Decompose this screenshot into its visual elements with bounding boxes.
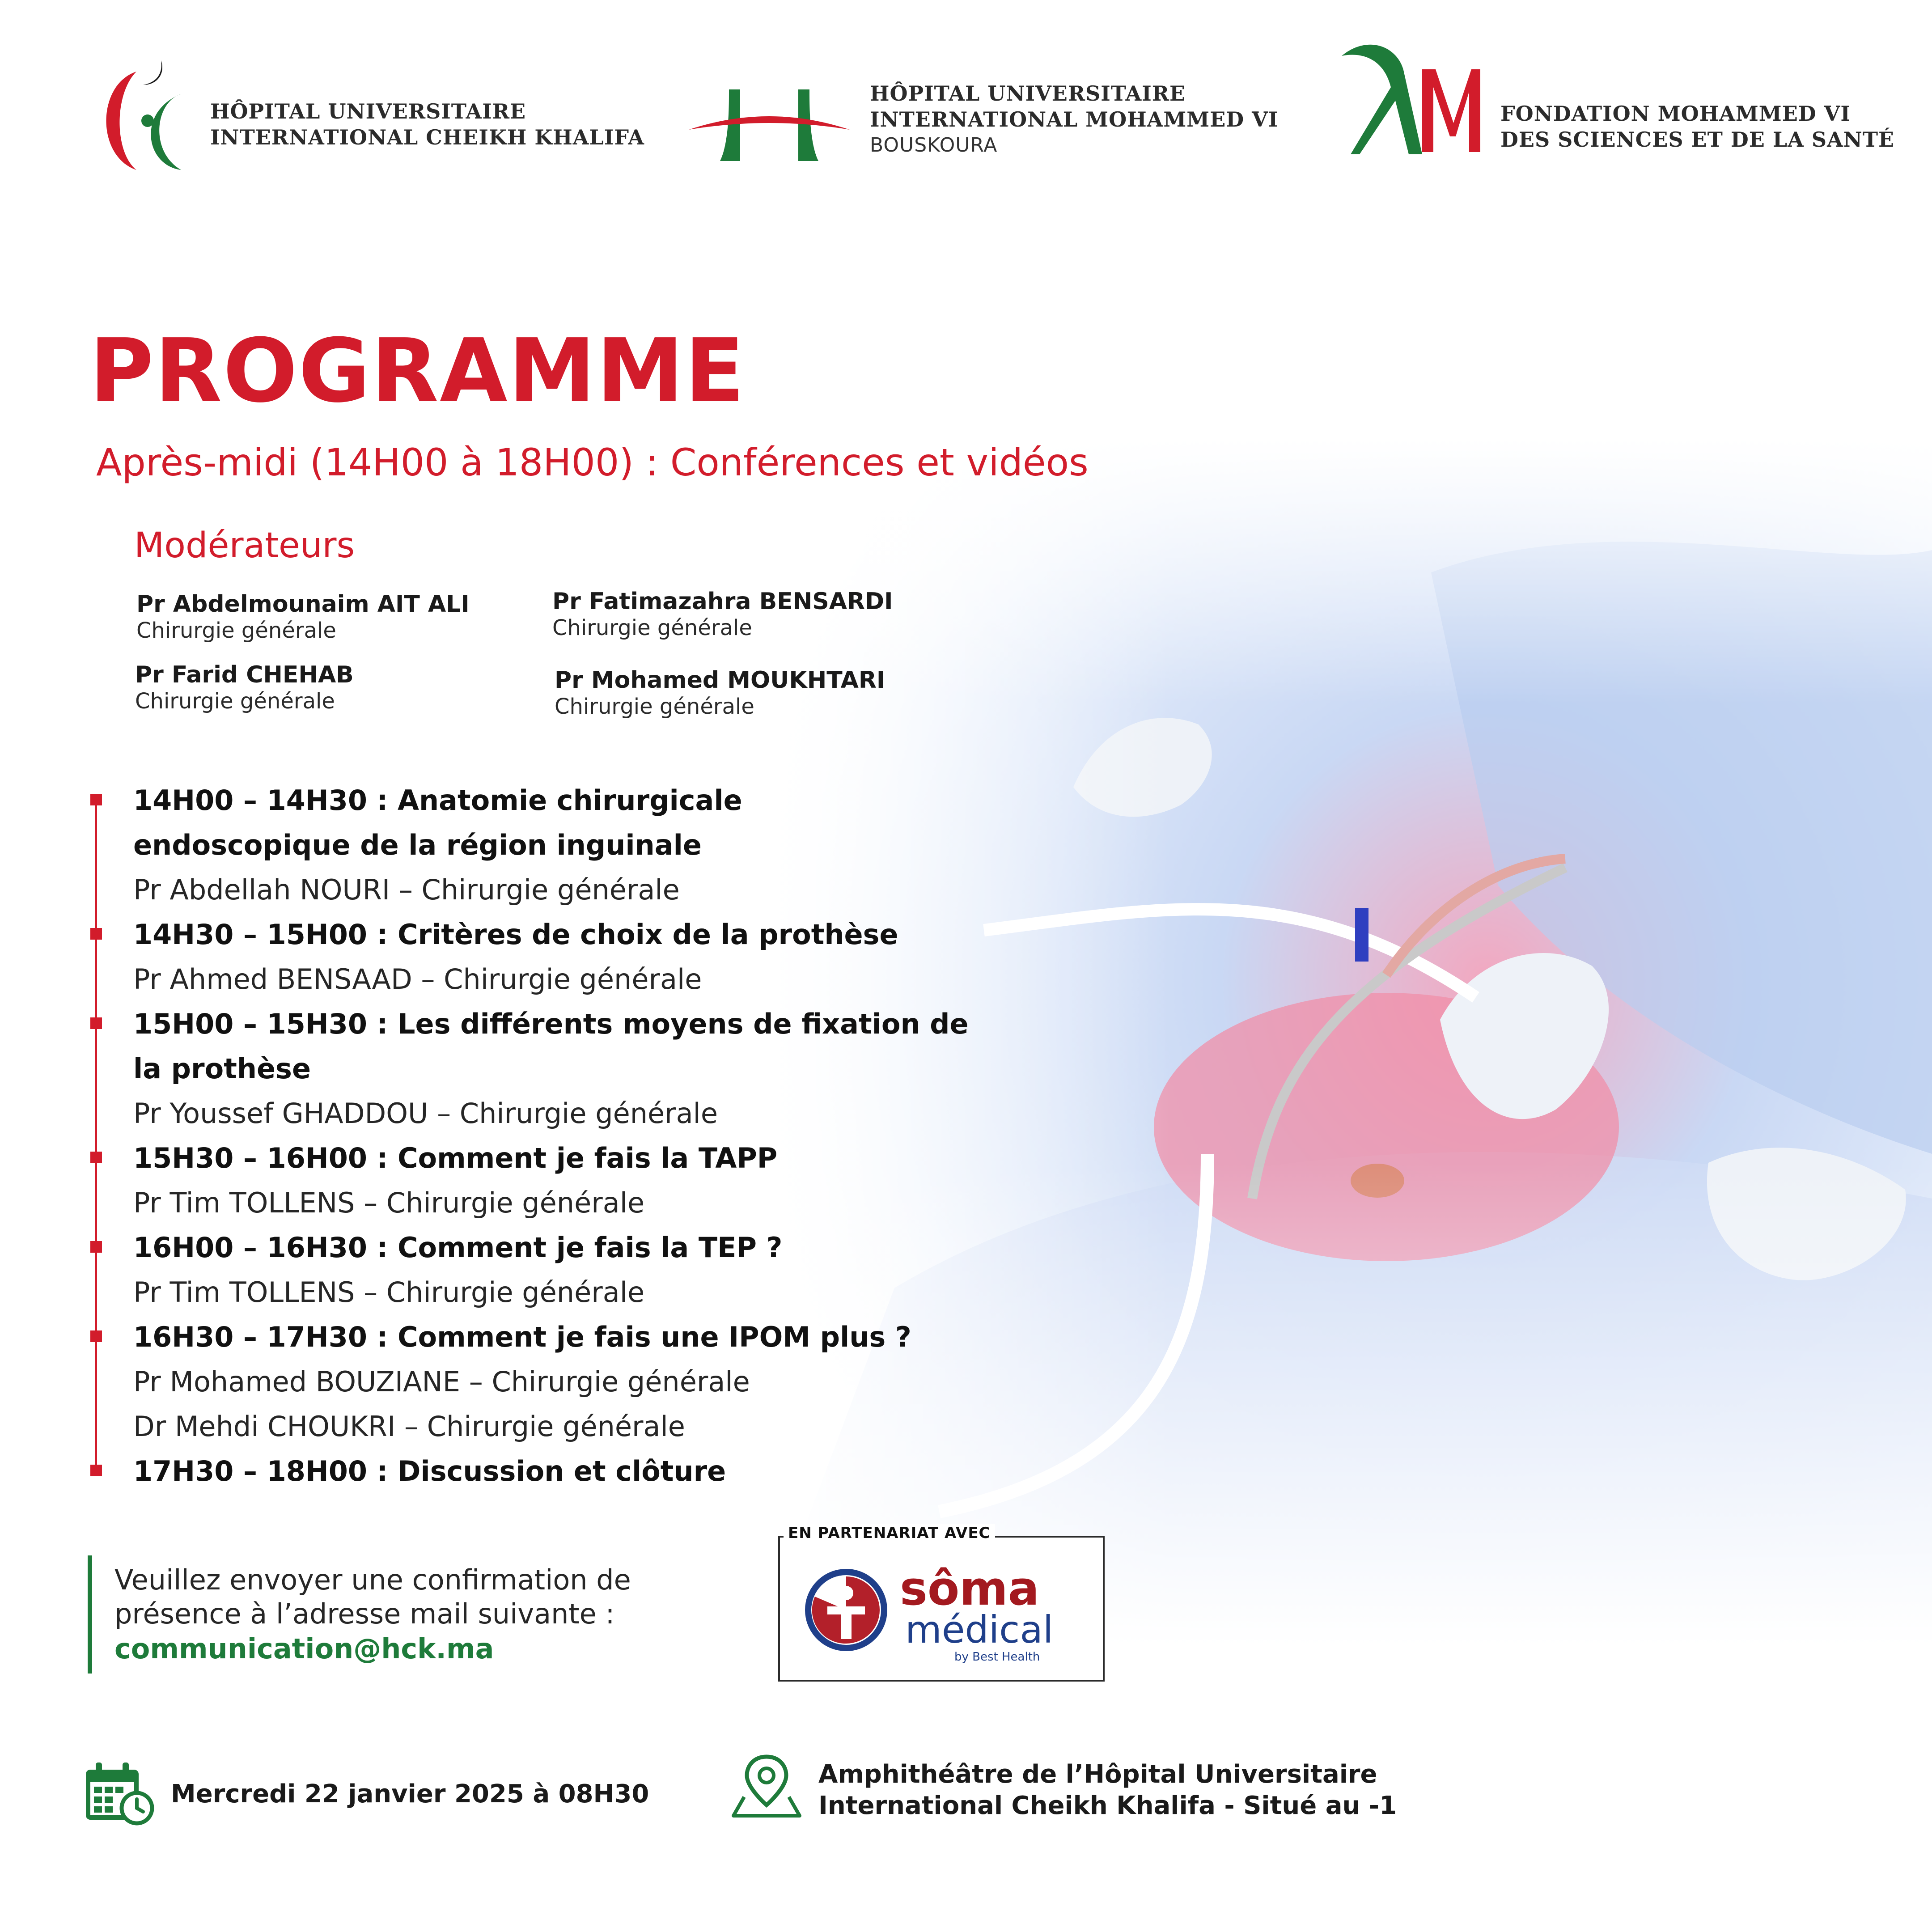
timeline-bullet (90, 1017, 102, 1029)
confirmation-email-link[interactable]: communication@hck.ma (114, 1632, 494, 1665)
logo-huim6-line1: HÔPITAL UNIVERSITAIRE (870, 81, 1186, 106)
moderator-name: Pr Mohamed MOUKHTARI (555, 667, 886, 694)
logo-hck-line1: HÔPITAL UNIVERSITAIRE (210, 99, 526, 123)
confirmation-line2: présence à l’adresse mail suivante : (114, 1597, 615, 1630)
program-speaker: Pr Mohamed BOUZIANE – Chirurgie générale (133, 1365, 750, 1398)
confirmation-line1: Veuillez envoyer une confirmation de (114, 1563, 631, 1596)
page-subtitle: Après-midi (14H00 à 18H00) : Conférences et vidéos (96, 441, 1089, 484)
timeline-line (95, 794, 97, 1474)
moderator-name: Pr Fatimazahra BENSARDI (552, 588, 893, 615)
timeline-bullet (90, 1330, 102, 1342)
program-speaker: Pr Abdellah NOURI – Chirurgie générale (133, 873, 680, 906)
fm6ss-lambda-m-logo-icon (1333, 38, 1485, 163)
program-speaker: Pr Tim TOLLENS – Chirurgie générale (133, 1276, 645, 1309)
program-title: 15H30 – 16H00 : Comment je fais la TAPP (133, 1142, 778, 1174)
program-title: 16H30 – 17H30 : Comment je fais une IPOM plus ? (133, 1321, 911, 1353)
moderators-heading: Modérateurs (134, 525, 355, 566)
partner-name-bottom: médical (905, 1608, 1054, 1652)
logo-huim6 (689, 76, 1315, 183)
program-title: la prothèse (133, 1052, 311, 1085)
event-location-line2: International Cheikh Khalifa - Situé au -1 (818, 1791, 1397, 1820)
calendar-clock-icon (84, 1760, 156, 1827)
logo-huim6-line3: BOUSKOURA (870, 134, 998, 157)
timeline-bullet (90, 1152, 102, 1163)
moderator-specialty: Chirurgie générale (552, 615, 752, 640)
program-title: 14H00 – 14H30 : Anatomie chirurgicale (133, 784, 742, 817)
map-pin-icon (731, 1752, 802, 1819)
huim6-h-logo-icon (689, 80, 850, 170)
logo-hck-line2: INTERNATIONAL CHEIKH KHALIFA (210, 125, 644, 149)
moderator-3 (135, 661, 354, 714)
moderator-2 (552, 588, 893, 640)
partner-tagline: by Best Health (954, 1650, 1040, 1664)
page-title: PROGRAMME (89, 320, 746, 422)
program-title: 14H30 – 15H00 : Critères de choix de la prothèse (133, 918, 898, 951)
timeline-bullet (90, 794, 102, 805)
moderator-1 (136, 590, 470, 643)
program-speaker: Pr Ahmed BENSAAD – Chirurgie générale (133, 963, 702, 996)
timeline-bullet (90, 1465, 102, 1476)
event-date: Mercredi 22 janvier 2025 à 08H30 (171, 1779, 649, 1809)
program-speaker: Dr Mehdi CHOUKRI – Chirurgie générale (133, 1410, 685, 1443)
moderator-name: Pr Abdelmounaim AIT ALI (136, 591, 470, 618)
logo-hck (87, 58, 644, 192)
logo-fm6ss-line2: DES SCIENCES ET DE LA SANTÉ (1500, 127, 1895, 152)
moderator-specialty: Chirurgie générale (136, 618, 336, 643)
partner-name-top: sôma (900, 1561, 1039, 1616)
timeline-bullet (90, 928, 102, 940)
confirmation-accent-bar (88, 1555, 92, 1674)
program-title: 17H30 – 18H00 : Discussion et clôture (133, 1455, 726, 1487)
soma-medical-logo-icon (801, 1565, 891, 1655)
moderator-name: Pr Farid CHEHAB (135, 661, 354, 688)
program-speaker: Pr Tim TOLLENS – Chirurgie générale (133, 1186, 645, 1219)
timeline-bullet (90, 1241, 102, 1253)
logo-fm6ss (1333, 38, 1914, 172)
moderator-specialty: Chirurgie générale (555, 694, 754, 719)
partner-label: EN PARTENARIAT AVEC (784, 1524, 995, 1542)
event-location-line1: Amphithéâtre de l’Hôpital Universitaire (818, 1760, 1377, 1789)
program-title: 15H00 – 15H30 : Les différents moyens de fixation de (133, 1008, 969, 1040)
moderator-specialty: Chirurgie générale (135, 689, 335, 714)
hck-crescent-logo-icon (87, 58, 203, 183)
logo-huim6-line2: INTERNATIONAL MOHAMMED VI (870, 107, 1279, 131)
program-title: 16H00 – 16H30 : Comment je fais la TEP ? (133, 1231, 783, 1264)
logo-fm6ss-line1: FONDATION MOHAMMED VI (1500, 102, 1851, 126)
moderator-4 (555, 666, 885, 719)
program-title: endoscopique de la région inguinale (133, 829, 702, 861)
program-speaker: Pr Youssef GHADDOU – Chirurgie générale (133, 1097, 718, 1130)
partner-box (778, 1536, 1105, 1682)
